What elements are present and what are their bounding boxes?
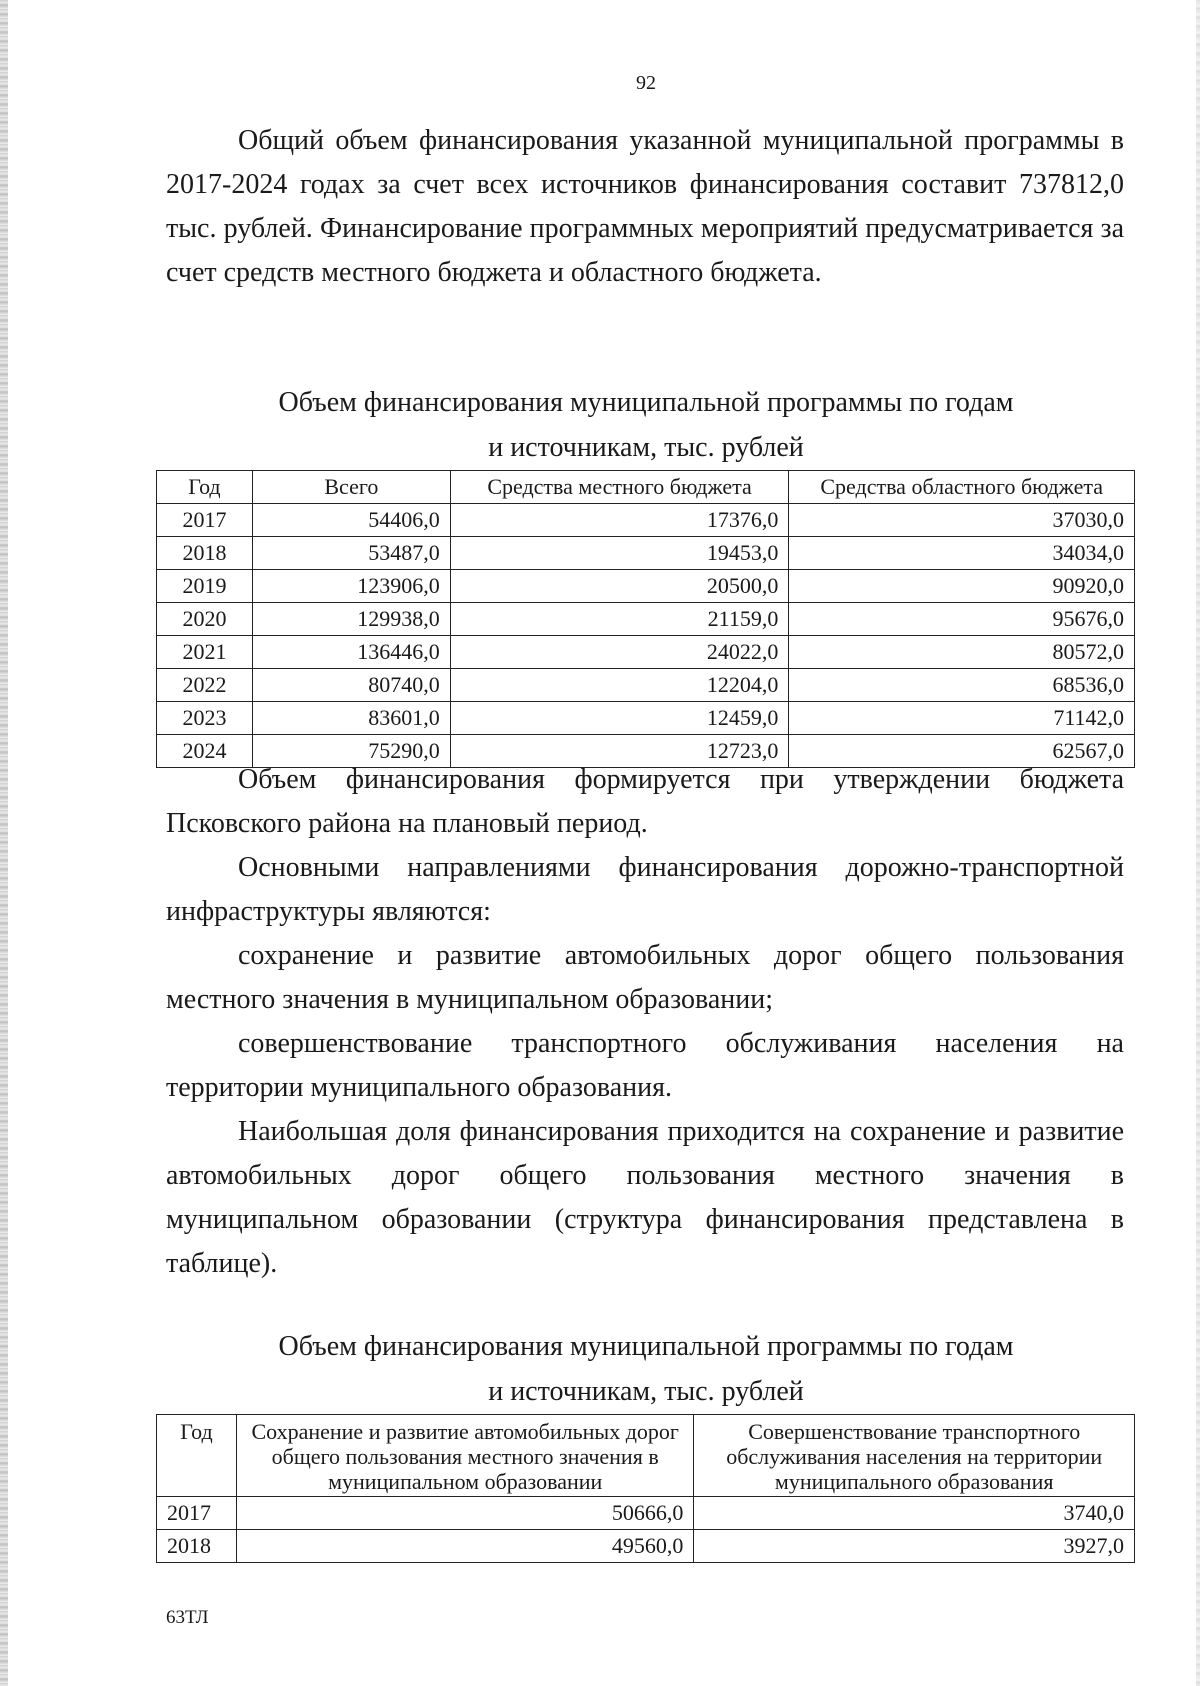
header-total: Всего — [252, 471, 450, 504]
table1-title-line1: Объем финансирования муниципальной программы по годам — [278, 387, 1014, 418]
header-transport: Совершенствование транспортного обслуживания населения на территории муниципального образования — [694, 1415, 1135, 1497]
cell-total: 54406,0 — [252, 504, 450, 537]
cell-total: 136446,0 — [252, 636, 450, 669]
cell-regional: 95676,0 — [789, 603, 1135, 636]
cell-local: 12459,0 — [450, 702, 789, 735]
cell-regional: 71142,0 — [789, 702, 1135, 735]
cell-year: 2023 — [157, 702, 253, 735]
table1-title-line2: и источникам, тыс. рублей — [488, 432, 804, 463]
cell-year: 2021 — [157, 636, 253, 669]
table-row — [157, 570, 1135, 603]
table-row — [157, 636, 1135, 669]
intro-paragraph-block — [166, 119, 1124, 295]
cell-year: 2018 — [157, 537, 253, 570]
cell-local: 17376,0 — [450, 504, 789, 537]
cell-year: 2019 — [157, 570, 253, 603]
cell-total: 75290,0 — [252, 735, 450, 768]
cell-total: 123906,0 — [252, 570, 450, 603]
table1-title — [156, 380, 1136, 470]
cell-transport: 3927,0 — [694, 1530, 1135, 1563]
cell-regional: 37030,0 — [789, 504, 1135, 537]
cell-local: 21159,0 — [450, 603, 789, 636]
body-paragraphs — [166, 758, 1124, 1286]
table2-title-line2: и источникам, тыс. рублей — [488, 1376, 804, 1407]
cell-total: 53487,0 — [252, 537, 450, 570]
paragraph-main-directions: Основными направлениями финансирования дорожно-транспортной инфраструктуры являются: — [166, 852, 1124, 927]
cell-year: 2020 — [157, 603, 253, 636]
cell-local: 12723,0 — [450, 735, 789, 768]
header-roads: Сохранение и развитие автомобильных дорог общего пользования местного значения в муниципальном образовании — [236, 1415, 693, 1497]
cell-year: 2024 — [157, 735, 253, 768]
header-local-budget: Средства местного бюджета — [450, 471, 789, 504]
intro-paragraph: Общий объем финансирования указанной муниципальной программы в 2017-2024 годах за счет всех источников финансирования составит 737812,0 тыс. рублей. Финансирование программных мероприятий предусматривается за счет средств местного бюджета и областного бюджета. — [166, 125, 1124, 288]
footer-code: 63ТЛ — [166, 1607, 209, 1628]
header-year: Год — [157, 1415, 237, 1497]
table-row — [157, 504, 1135, 537]
paragraph-largest-share: Наибольшая доля финансирования приходится на сохранение и развитие автомобильных дорог общего пользования местного значения в муниципальном образовании (структура финансирования представлена в таблице). — [166, 1116, 1124, 1279]
cell-total: 83601,0 — [252, 702, 450, 735]
table-header-row — [157, 1415, 1135, 1497]
table-row — [157, 669, 1135, 702]
cell-year: 2017 — [157, 1497, 237, 1530]
cell-regional: 80572,0 — [789, 636, 1135, 669]
cell-total: 80740,0 — [252, 669, 450, 702]
cell-total: 129938,0 — [252, 603, 450, 636]
funding-by-direction-table — [156, 1414, 1135, 1563]
scan-edge-right — [1196, 0, 1200, 1686]
cell-regional: 34034,0 — [789, 537, 1135, 570]
cell-year: 2018 — [157, 1530, 237, 1563]
cell-year: 2022 — [157, 669, 253, 702]
table-header-row — [157, 471, 1135, 504]
table-row — [157, 1530, 1135, 1563]
header-regional-budget: Средства областного бюджета — [789, 471, 1135, 504]
table-row — [157, 537, 1135, 570]
cell-roads: 49560,0 — [236, 1530, 693, 1563]
scan-edge-left — [0, 0, 8, 1686]
header-year: Год — [157, 471, 253, 504]
table2-title-line1: Объем финансирования муниципальной программы по годам — [278, 1331, 1014, 1362]
paragraph-transport-service: совершенствование транспортного обслуживания населения на территории муниципального образования. — [166, 1028, 1124, 1103]
cell-year: 2017 — [157, 504, 253, 537]
cell-transport: 3740,0 — [694, 1497, 1135, 1530]
cell-regional: 68536,0 — [789, 669, 1135, 702]
table-row — [157, 702, 1135, 735]
paragraph-roads-preservation: сохранение и развитие автомобильных дорог общего пользования местного значения в муниципальном образовании; — [166, 940, 1124, 1015]
table2-title — [156, 1324, 1136, 1414]
cell-regional: 62567,0 — [789, 735, 1135, 768]
cell-local: 12204,0 — [450, 669, 789, 702]
cell-local: 20500,0 — [450, 570, 789, 603]
funding-by-source-table — [156, 470, 1135, 768]
page-number: 92 — [636, 72, 656, 94]
cell-local: 24022,0 — [450, 636, 789, 669]
cell-regional: 90920,0 — [789, 570, 1135, 603]
table-row — [157, 1497, 1135, 1530]
paragraph-budget-approval: Объем финансирования формируется при утверждении бюджета Псковского района на плановый период. — [166, 764, 1124, 839]
cell-local: 19453,0 — [450, 537, 789, 570]
table-row — [157, 603, 1135, 636]
cell-roads: 50666,0 — [236, 1497, 693, 1530]
